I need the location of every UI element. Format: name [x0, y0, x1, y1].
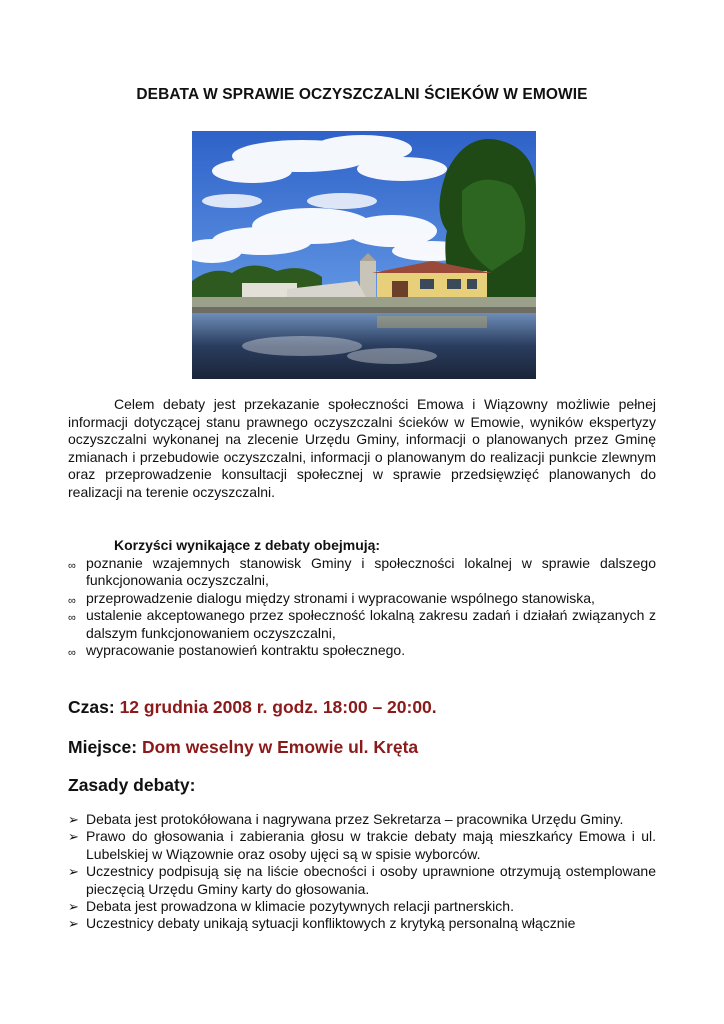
- benefits-list: [68, 555, 656, 659]
- event-time: [68, 697, 437, 718]
- arrow-bullet-icon: ➢: [68, 899, 79, 915]
- arrow-bullet-icon: ➢: [68, 829, 79, 845]
- list-item: [68, 915, 656, 932]
- list-item: [68, 863, 656, 898]
- rules-list: [68, 811, 656, 933]
- bullet-icon: ∞: [68, 612, 76, 625]
- benefit-text: wypracowanie postanowień kontraktu społecznego.: [86, 642, 406, 659]
- place-value: Dom weselny w Emowie ul. Kręta: [141, 737, 419, 757]
- benefit-text: przeprowadzenie dialogu między stronami i wypracowanie wspólnego stanowiska,: [86, 589, 595, 606]
- list-item: [68, 898, 656, 915]
- rule-text: Uczestnicy debaty unikają sytuacji konfliktowych z krytyką personalną włącznie: [86, 915, 576, 932]
- place-label: Miejsce:: [68, 737, 138, 757]
- bullet-icon: ∞: [68, 594, 76, 607]
- arrow-bullet-icon: ➢: [68, 864, 79, 880]
- arrow-bullet-icon: ➢: [68, 916, 79, 932]
- benefit-text: poznanie wzajemnych stanowisk Gminy i społeczności lokalnej w sprawie dalszego funkcjonowania oczyszczalni,: [86, 555, 656, 589]
- rules-heading: Zasady debaty:: [68, 775, 196, 795]
- bullet-icon: ∞: [68, 647, 76, 660]
- list-item: [68, 590, 656, 607]
- rule-text: Debata jest protokółowana i nagrywana przez Sekretarza – pracownika Urzędu Gminy.: [86, 811, 624, 827]
- document-title: DEBATA W SPRAWIE OCZYSZCZALNI ŚCIEKÓW W EMOWIE: [136, 86, 588, 103]
- rule-text: Uczestnicy podpisują się na liście obecności i osoby uprawnione otrzymują ostemplowane pieczęcią Urzędu Gminy karty do głosowania.: [86, 863, 656, 897]
- list-item: [68, 555, 656, 590]
- time-label: Czas:: [68, 697, 115, 717]
- list-item: [68, 607, 656, 642]
- rule-text: Debata jest prowadzona w klimacie pozytywnych relacji partnerskich.: [86, 898, 514, 915]
- list-item: [68, 811, 656, 828]
- bullet-icon: ∞: [68, 560, 76, 572]
- intro-paragraph: Celem debaty jest przekazanie społeczności Emowa i Wiązowny możliwie pełnej informacji dotyczącej stanu prawnego oczyszczalni ścieków w Emowie, wyników ekspertyzy oczyszczalni wykonanej na zlecenie Urzędu Gminy, informacji o planowanych przez Gminę zmianach i przebudowie oczyszczalni, informacji o planowanym do realizacji punkcie zlewnym oraz przeprowadzenie konsultacji społecznej w sprawie przedsięwzięć planowanych do realizacji na terenie oczyszczalni.: [68, 396, 656, 500]
- list-item: [68, 828, 656, 863]
- rule-text: Prawo do głosowania i zabierania głosu w trakcie debaty mają mieszkańcy Emowa i ul. Lubelskiej w Wiązownie oraz osoby ujęci są w spisie wyborców.: [86, 828, 656, 862]
- list-item: [68, 642, 656, 659]
- time-value: 12 grudnia 2008 r. godz. 18:00 – 20:00.: [119, 697, 437, 717]
- benefits-heading: Korzyści wynikające z debaty obejmują:: [114, 537, 381, 553]
- benefit-text: ustalenie akceptowanego przez społeczność lokalną zakresu zadań i działań związanych z dalszym funkcjonowaniem oczyszczalni,: [86, 607, 656, 641]
- arrow-bullet-icon: ➢: [68, 812, 79, 827]
- treatment-plant-photo: [192, 131, 536, 379]
- event-place: [68, 737, 418, 758]
